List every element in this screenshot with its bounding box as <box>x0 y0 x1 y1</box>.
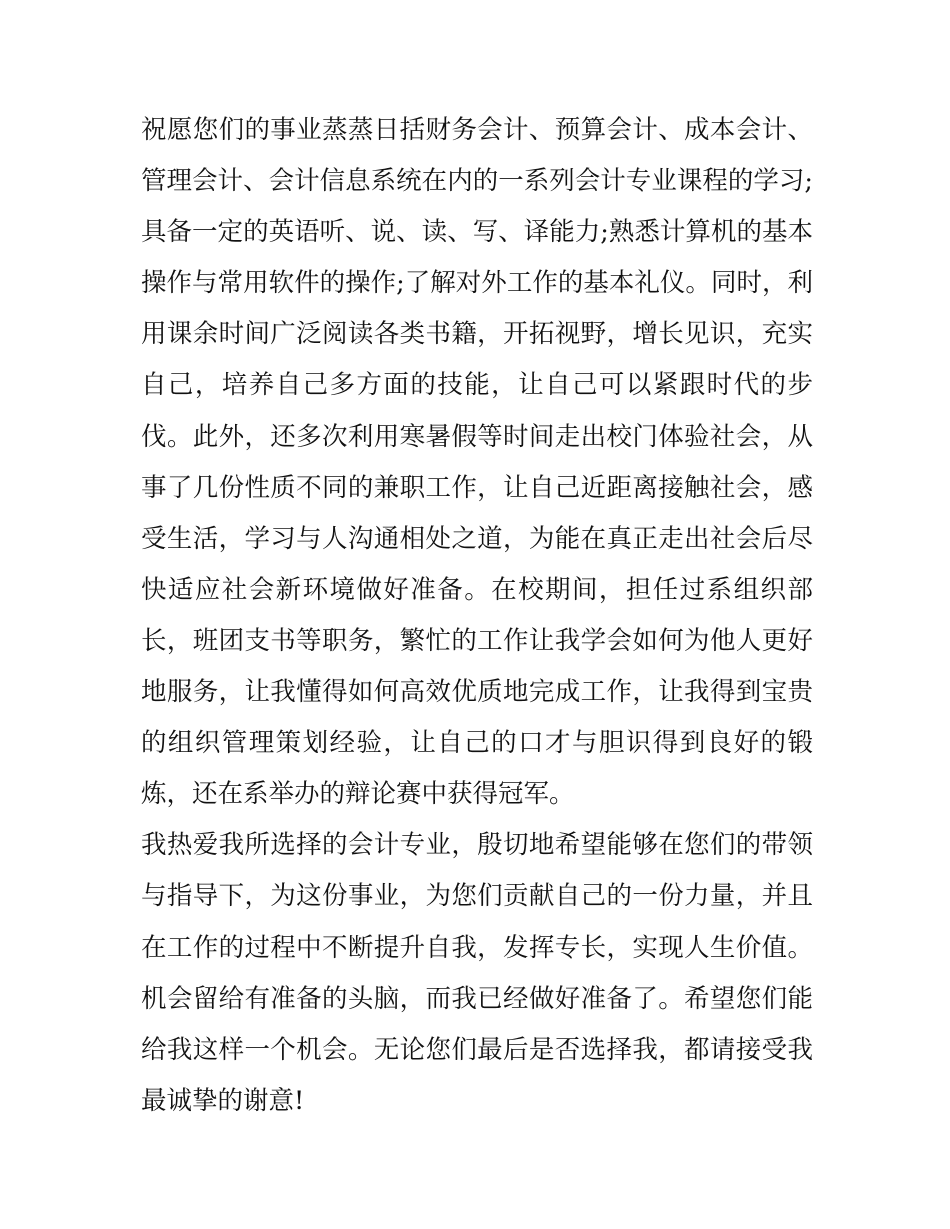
paragraph-education-and-experience: 祝愿您们的事业蒸蒸日括财务会计、预算会计、成本会计、管理会计、会计信息系统在内的一系列会计专业课程的学习;具备一定的英语听、说、读、写、译能力;熟悉计算机的基本操作与常用软件的操作;了解对外工作的基本礼仪。同时，利用课余时间广泛阅读各类书籍，开拓视野，增长见识，充实自己，培养自己多方面的技能，让自己可以紧跟时代的步伐。此外，还多次利用寒暑假等时间走出校门体验社会，从事了几份性质不同的兼职工作，让自己近距离接触社会，感受生活，学习与人沟通相处之道，为能在真正走出社会后尽快适应社会新环境做好准备。在校期间，担任过系组织部长，班团支书等职务，繁忙的工作让我学会如何为他人更好地服务，让我懂得如何高效优质地完成工作，让我得到宝贵的组织管理策划经验，让自己的口才与胆识得到良好的锻炼，还在系举办的辩论赛中获得冠军。 <box>141 115 813 810</box>
paragraph-closing-statement: 我热爱我所选择的会计专业，殷切地希望能够在您们的带领与指导下，为这份事业，为您们贡献自己的一份力量，并且在工作的过程中不断提升自我，发挥专长，实现人生价值。机会留给有准备的头脑，而我已经做好准备了。希望您们能给我这样一个机会。无论您们最后是否选择我，都请接受我最诚挚的谢意! <box>141 830 813 1116</box>
document-body <box>141 105 813 1127</box>
